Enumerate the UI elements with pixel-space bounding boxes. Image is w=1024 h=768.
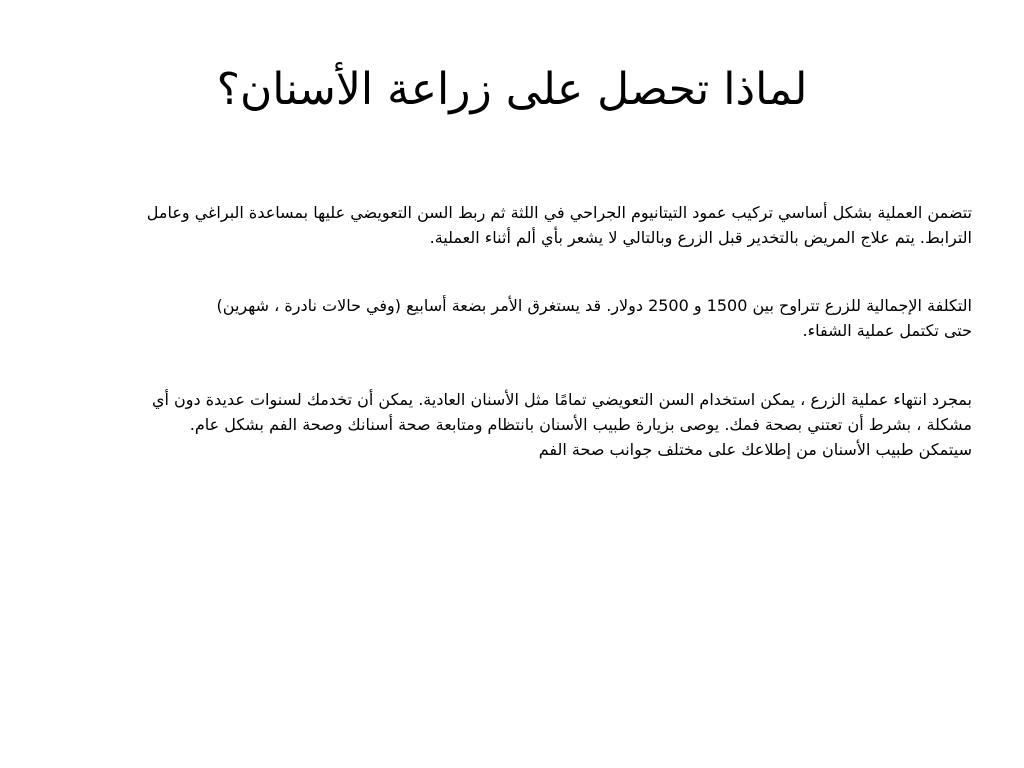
slide-title: لماذا تحصل على زراعة الأسنان؟ xyxy=(216,64,808,115)
paragraph-line: مشكلة ، بشرط أن تعتني بصحة فمك. يوصى بزيارة طبيب الأسنان بانتظام ومتابعة صحة أسنانك وصحة الفم بشكل عام. xyxy=(189,415,972,434)
paragraph-line: حتى تكتمل عملية الشفاء. xyxy=(802,321,972,340)
paragraph-line: سيتمكن طبيب الأسنان من إطلاعك على مختلف جوانب صحة الفم xyxy=(538,440,972,459)
paragraph-procedure xyxy=(72,200,972,250)
paragraph-line: الترابط. يتم علاج المريض بالتخدير قبل الزرع وبالتالي لا يشعر بأي ألم أثناء العملية. xyxy=(429,228,972,247)
paragraph-line: تتضمن العملية بشكل أساسي تركيب عمود التيتانيوم الجراحي في اللثة ثم ربط السن التعويضي عليها بمساعدة البراغي وعامل xyxy=(146,203,972,222)
paragraph-aftercare xyxy=(72,387,972,462)
paragraph-line: بمجرد انتهاء عملية الزرع ، يمكن استخدام السن التعويضي تمامًا مثل الأسنان العادية. يمكن أن تخدمك لسنوات عديدة دون أي xyxy=(151,390,972,409)
paragraph-line: التكلفة الإجمالية للزرع تتراوح بين 1500 و 2500 دولار. قد يستغرق الأمر بضعة أسابيع (وفي حالات نادرة ، شهرين) xyxy=(216,296,972,315)
paragraph-cost xyxy=(72,293,972,343)
